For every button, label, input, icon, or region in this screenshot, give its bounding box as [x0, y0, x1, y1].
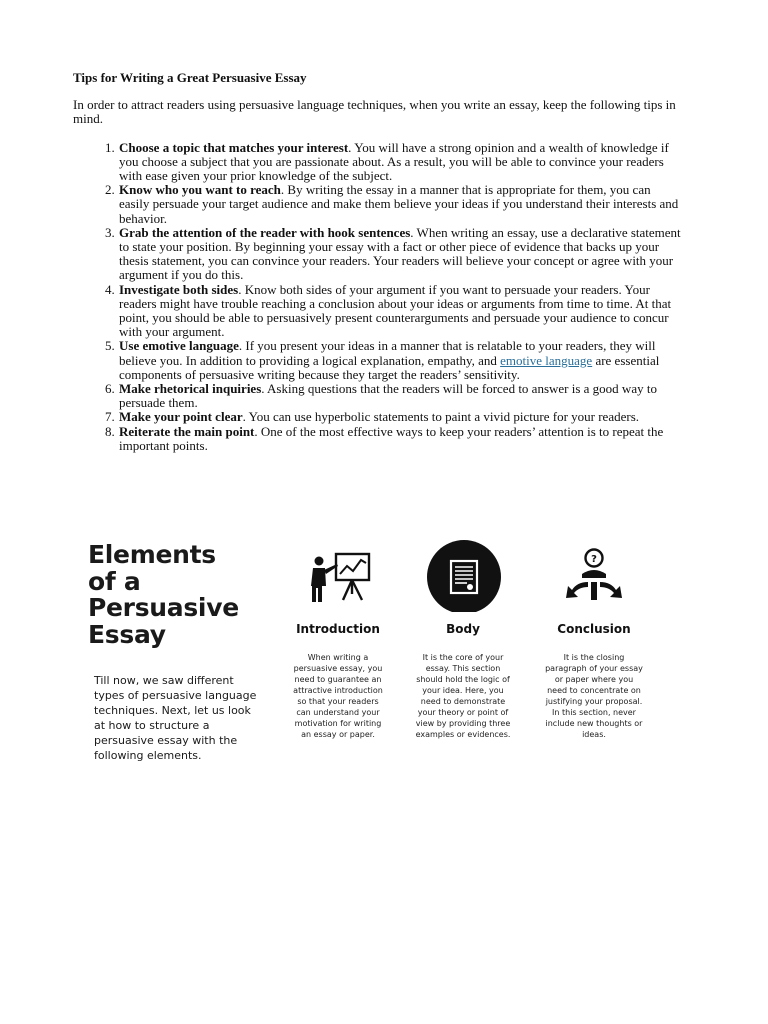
- title-line: Essay: [88, 619, 166, 649]
- introduction-text: When writing a persuasive essay, you need to guarantee an attractive introduction so that your readers can understand your motivation for writing an essay or paper.: [293, 653, 383, 739]
- tip-heading: Grab the attention of the reader with hook sentences: [119, 224, 411, 240]
- document-intro: In order to attract readers using persuasive language techniques, when you write an essay, keep the following tips in mind.: [73, 97, 676, 127]
- list-item: [118, 425, 683, 453]
- tip-heading: Reiterate the main point: [119, 423, 255, 439]
- list-item: [118, 226, 683, 283]
- conclusion-column: [544, 520, 644, 739]
- tip-text: . You will have a strong opinion and a wealth of knowledge if you choose a subject that you are passionate about. As a result, you will be able to convince your readers with ease given your prior knowledge of the subject.: [119, 139, 669, 184]
- introduction-heading: Introduction: [296, 622, 380, 636]
- body-heading: Body: [446, 622, 480, 636]
- tip-text: . If you present your ideas in a manner that is relatable to your readers, they will believe you. In addition to providing a logical explanation, empathy, and: [119, 338, 656, 368]
- tip-heading: Make your point clear: [119, 409, 243, 425]
- tip-heading: Investigate both sides: [119, 281, 239, 297]
- list-item: [118, 382, 683, 410]
- elements-infographic: [72, 520, 656, 792]
- body-text: It is the core of your essay. This section should hold the logic of your idea. Here, you need to demonstrate your theory or point of view by providing three examples or evidences.: [415, 653, 511, 739]
- title-line: Persuasive: [88, 593, 239, 622]
- infographic-title: [88, 542, 278, 648]
- tip-text: . When writing an essay, use a declarative statement to state your position. By beginning your essay with a fact or other piece of evidence that backs up your thesis statement, you can convince your readers. Your readers will believe your concept or agree with your argument if you do this.: [119, 224, 681, 283]
- tip-heading: Choose a topic that matches your interest: [119, 139, 349, 155]
- infographic-intro: Till now, we saw different types of persuasive language techniques. Next, let us look at how to structure a persuasive essay with the following elements.: [94, 674, 257, 762]
- list-item: [118, 183, 683, 226]
- svg-text:?: ?: [591, 554, 597, 565]
- tip-heading: Use emotive language: [119, 338, 239, 354]
- tip-text-after: are essential components of persuasive writing because they target the readers’ sensitivity.: [119, 352, 660, 382]
- list-item: [118, 283, 683, 340]
- tip-text: . Know both sides of your argument if you want to persuade your readers. Your readers might have trouble reaching a conclusion about your ideas or arguments from time to time. At that point, you should be able to persuasively present counterarguments and persuade your audience to concur with your argument.: [119, 281, 672, 340]
- tip-text: . You can use hyperbolic statements to paint a vivid picture for your readers.: [242, 409, 640, 425]
- list-item: [118, 339, 683, 382]
- tip-text: . Asking questions that the readers will be forced to answer is a good way to persuade them.: [119, 381, 657, 411]
- presenter-icon: [288, 520, 388, 612]
- person-arrows-icon: [544, 520, 644, 612]
- document-circle-icon: [413, 520, 513, 612]
- title-line: Elements: [88, 540, 216, 569]
- title-line: of a: [88, 566, 141, 596]
- document-title: Tips for Writing a Great Persuasive Essay: [73, 70, 307, 85]
- body-column: [413, 520, 513, 739]
- tip-text: . One of the most effective ways to keep your readers’ attention is to repeat the important points.: [119, 423, 664, 453]
- tip-heading: Make rhetorical inquiries: [119, 381, 262, 397]
- tip-text: . By writing the essay in a manner that is appropriate for them, you can easily persuade your target audience and make them believe your ideas if you understand their interests and behavior.: [119, 182, 679, 226]
- conclusion-text: It is the closing paragraph of your essay or paper where you need to concentrate on justifying your proposal. In this section, never include new thoughts or ideas.: [545, 653, 643, 739]
- introduction-column: [288, 520, 388, 739]
- tips-list: [73, 141, 683, 453]
- emotive-language-link[interactable]: emotive language: [500, 352, 593, 368]
- tip-heading: Know who you want to reach: [119, 182, 281, 198]
- document-body: [73, 71, 683, 453]
- list-item: [118, 141, 683, 184]
- conclusion-heading: Conclusion: [557, 622, 631, 636]
- list-item: [118, 410, 683, 424]
